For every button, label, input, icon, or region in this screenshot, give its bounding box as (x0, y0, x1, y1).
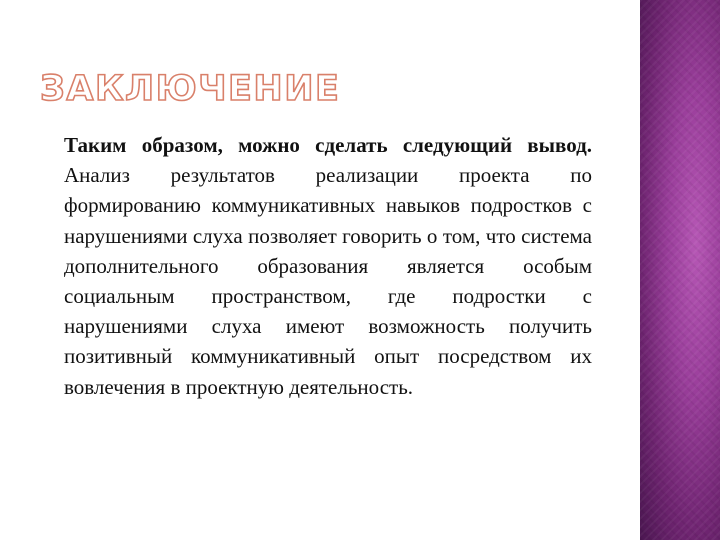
decorative-side-panel (640, 0, 720, 540)
body-main-text: Анализ результатов реализации проекта по формированию коммуникативных навыков подростков с нарушениями слуха позволяет говорить о том, что система дополнительного образования является особым социальным пространством, где подростки с нарушениями слуха имеют возможность получить позитивный коммуникативный опыт посредством их вовлечения в проектную деятельность. (64, 163, 592, 399)
slide-body-text (64, 130, 592, 402)
slide-title: ЗАКЛЮЧЕНИЕ (40, 69, 341, 109)
body-lead-text: Таким образом, можно сделать следующий вывод. (64, 133, 592, 157)
